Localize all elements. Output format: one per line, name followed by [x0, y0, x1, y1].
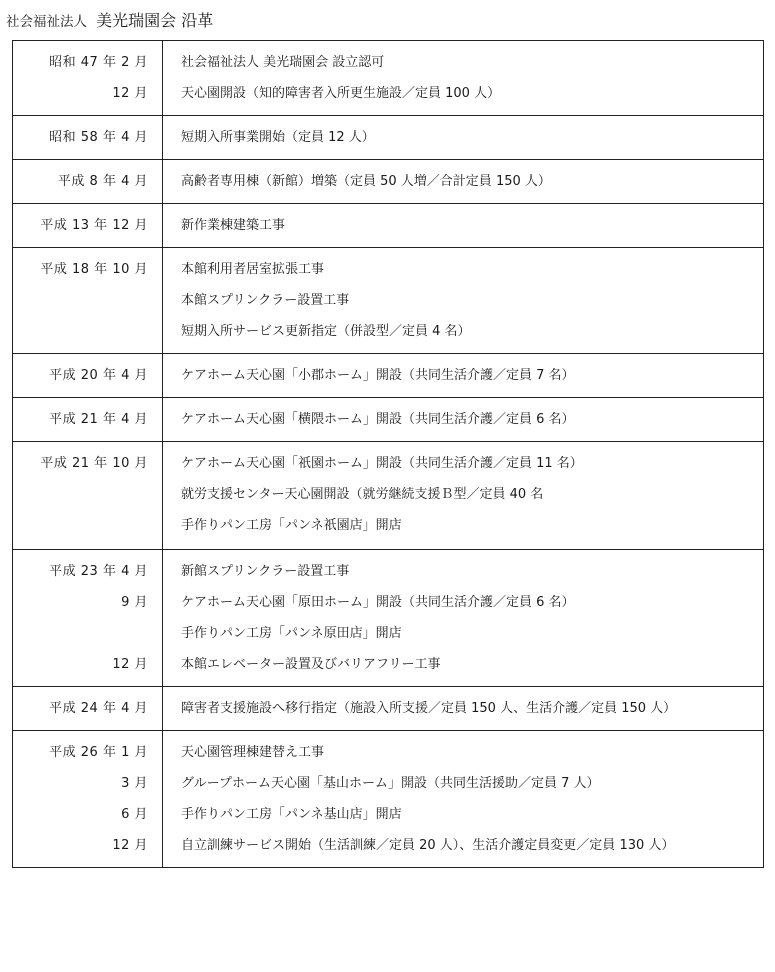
history-event: 就労支援センター天心園開設（就労継続支援Ｂ型／定員 40 名	[181, 487, 544, 502]
history-date: 昭和 58 年 4 月	[49, 130, 148, 145]
history-event: 本館利用者居室拡張工事	[181, 262, 325, 277]
history-event: グループホーム天心園「基山ホーム」開設（共同生活援助／定員 7 人）	[181, 776, 600, 791]
history-row	[13, 160, 764, 204]
history-event-cell	[163, 248, 764, 354]
history-date: 平成 23 年 4 月	[49, 564, 148, 579]
history-row	[13, 398, 764, 442]
org-name: 美光瑞園会	[96, 11, 177, 30]
history-date: 6 月	[121, 807, 148, 822]
history-event: 本館スプリンクラー設置工事	[181, 293, 350, 308]
history-event: 本館エレベーター設置及びバリアフリー工事	[181, 657, 441, 672]
history-date: 平成 24 年 4 月	[49, 701, 148, 716]
section-title: 沿革	[181, 11, 214, 30]
history-date: 平成 21 年 10 月	[40, 456, 148, 471]
history-date: 3 月	[121, 776, 148, 791]
history-date: 平成 18 年 10 月	[40, 262, 148, 277]
history-row	[13, 41, 764, 116]
history-row	[13, 204, 764, 248]
history-date-cell	[13, 687, 163, 731]
history-event-cell	[163, 204, 764, 248]
history-event: 天心園管理棟建替え工事	[181, 745, 325, 760]
history-date: 12 月	[112, 86, 148, 101]
history-event-cell	[163, 160, 764, 204]
history-event-cell	[163, 550, 764, 687]
history-row	[13, 116, 764, 160]
history-date-cell	[13, 204, 163, 248]
history-event-cell	[163, 687, 764, 731]
history-event: 社会福祉法人 美光瑞園会 設立認可	[181, 55, 385, 70]
history-date: 平成 21 年 4 月	[49, 412, 148, 427]
history-event: 手作りパン工房「パンネ基山店」開店	[181, 807, 402, 822]
history-event-cell	[163, 41, 764, 116]
org-label: 社会福祉法人	[6, 14, 87, 30]
history-row	[13, 442, 764, 550]
history-event-cell	[163, 398, 764, 442]
history-event-cell	[163, 116, 764, 160]
history-event: ケアホーム天心園「小郡ホーム」開設（共同生活介護／定員 7 名）	[181, 368, 575, 383]
history-date: 平成 8 年 4 月	[57, 174, 148, 189]
history-event: 高齢者専用棟（新館）増築（定員 50 人増／合計定員 150 人）	[181, 174, 551, 189]
history-event: 新館スプリンクラー設置工事	[181, 564, 350, 579]
history-date: 平成 26 年 1 月	[49, 745, 148, 760]
history-event: ケアホーム天心園「原田ホーム」開設（共同生活介護／定員 6 名）	[181, 595, 575, 610]
history-date: 12 月	[112, 838, 148, 853]
history-event: 障害者支援施設へ移行指定（施設入所支援／定員 150 人、生活介護／定員 150 人）	[181, 701, 677, 716]
history-event: 短期入所サービス更新指定（併設型／定員 4 名）	[181, 324, 471, 339]
history-row	[13, 687, 764, 731]
history-row	[13, 354, 764, 398]
history-table	[12, 40, 764, 868]
history-row	[13, 550, 764, 687]
history-date-cell	[13, 731, 163, 868]
history-date-cell	[13, 160, 163, 204]
history-date-cell	[13, 398, 163, 442]
history-date: 昭和 47 年 2 月	[49, 55, 148, 70]
history-date-cell	[13, 550, 163, 687]
page-title	[6, 8, 213, 30]
history-date: 平成 20 年 4 月	[49, 368, 148, 383]
history-event-cell	[163, 731, 764, 868]
history-row	[13, 248, 764, 354]
history-event-cell	[163, 442, 764, 550]
history-date	[13, 618, 162, 649]
history-date: 9 月	[121, 595, 148, 610]
history-event: 短期入所事業開始（定員 12 人）	[181, 130, 375, 145]
history-date: 平成 13 年 12 月	[40, 218, 148, 233]
history-date-cell	[13, 354, 163, 398]
history-date-cell	[13, 442, 163, 550]
history-event: 天心園開設（知的障害者入所更生施設／定員 100 人）	[181, 86, 501, 101]
history-event-cell	[163, 354, 764, 398]
history-event: 自立訓練サービス開始（生活訓練／定員 20 人）、生活介護定員変更／定員 130 人）	[181, 838, 675, 853]
history-date-cell	[13, 41, 163, 116]
history-event: ケアホーム天心園「横隈ホーム」開設（共同生活介護／定員 6 名）	[181, 412, 575, 427]
history-row	[13, 731, 764, 868]
history-date-cell	[13, 116, 163, 160]
history-event: 手作りパン工房「パンネ祇園店」開店	[181, 518, 402, 533]
history-table-body	[13, 41, 764, 868]
history-date-cell	[13, 248, 163, 354]
history-event: 新作業棟建築工事	[181, 218, 286, 233]
org-name-heading	[96, 11, 213, 30]
history-event: 手作りパン工房「パンネ原田店」開店	[181, 626, 402, 641]
history-event: ケアホーム天心園「祇園ホーム」開設（共同生活介護／定員 11 名）	[181, 456, 583, 471]
history-date: 12 月	[112, 657, 148, 672]
